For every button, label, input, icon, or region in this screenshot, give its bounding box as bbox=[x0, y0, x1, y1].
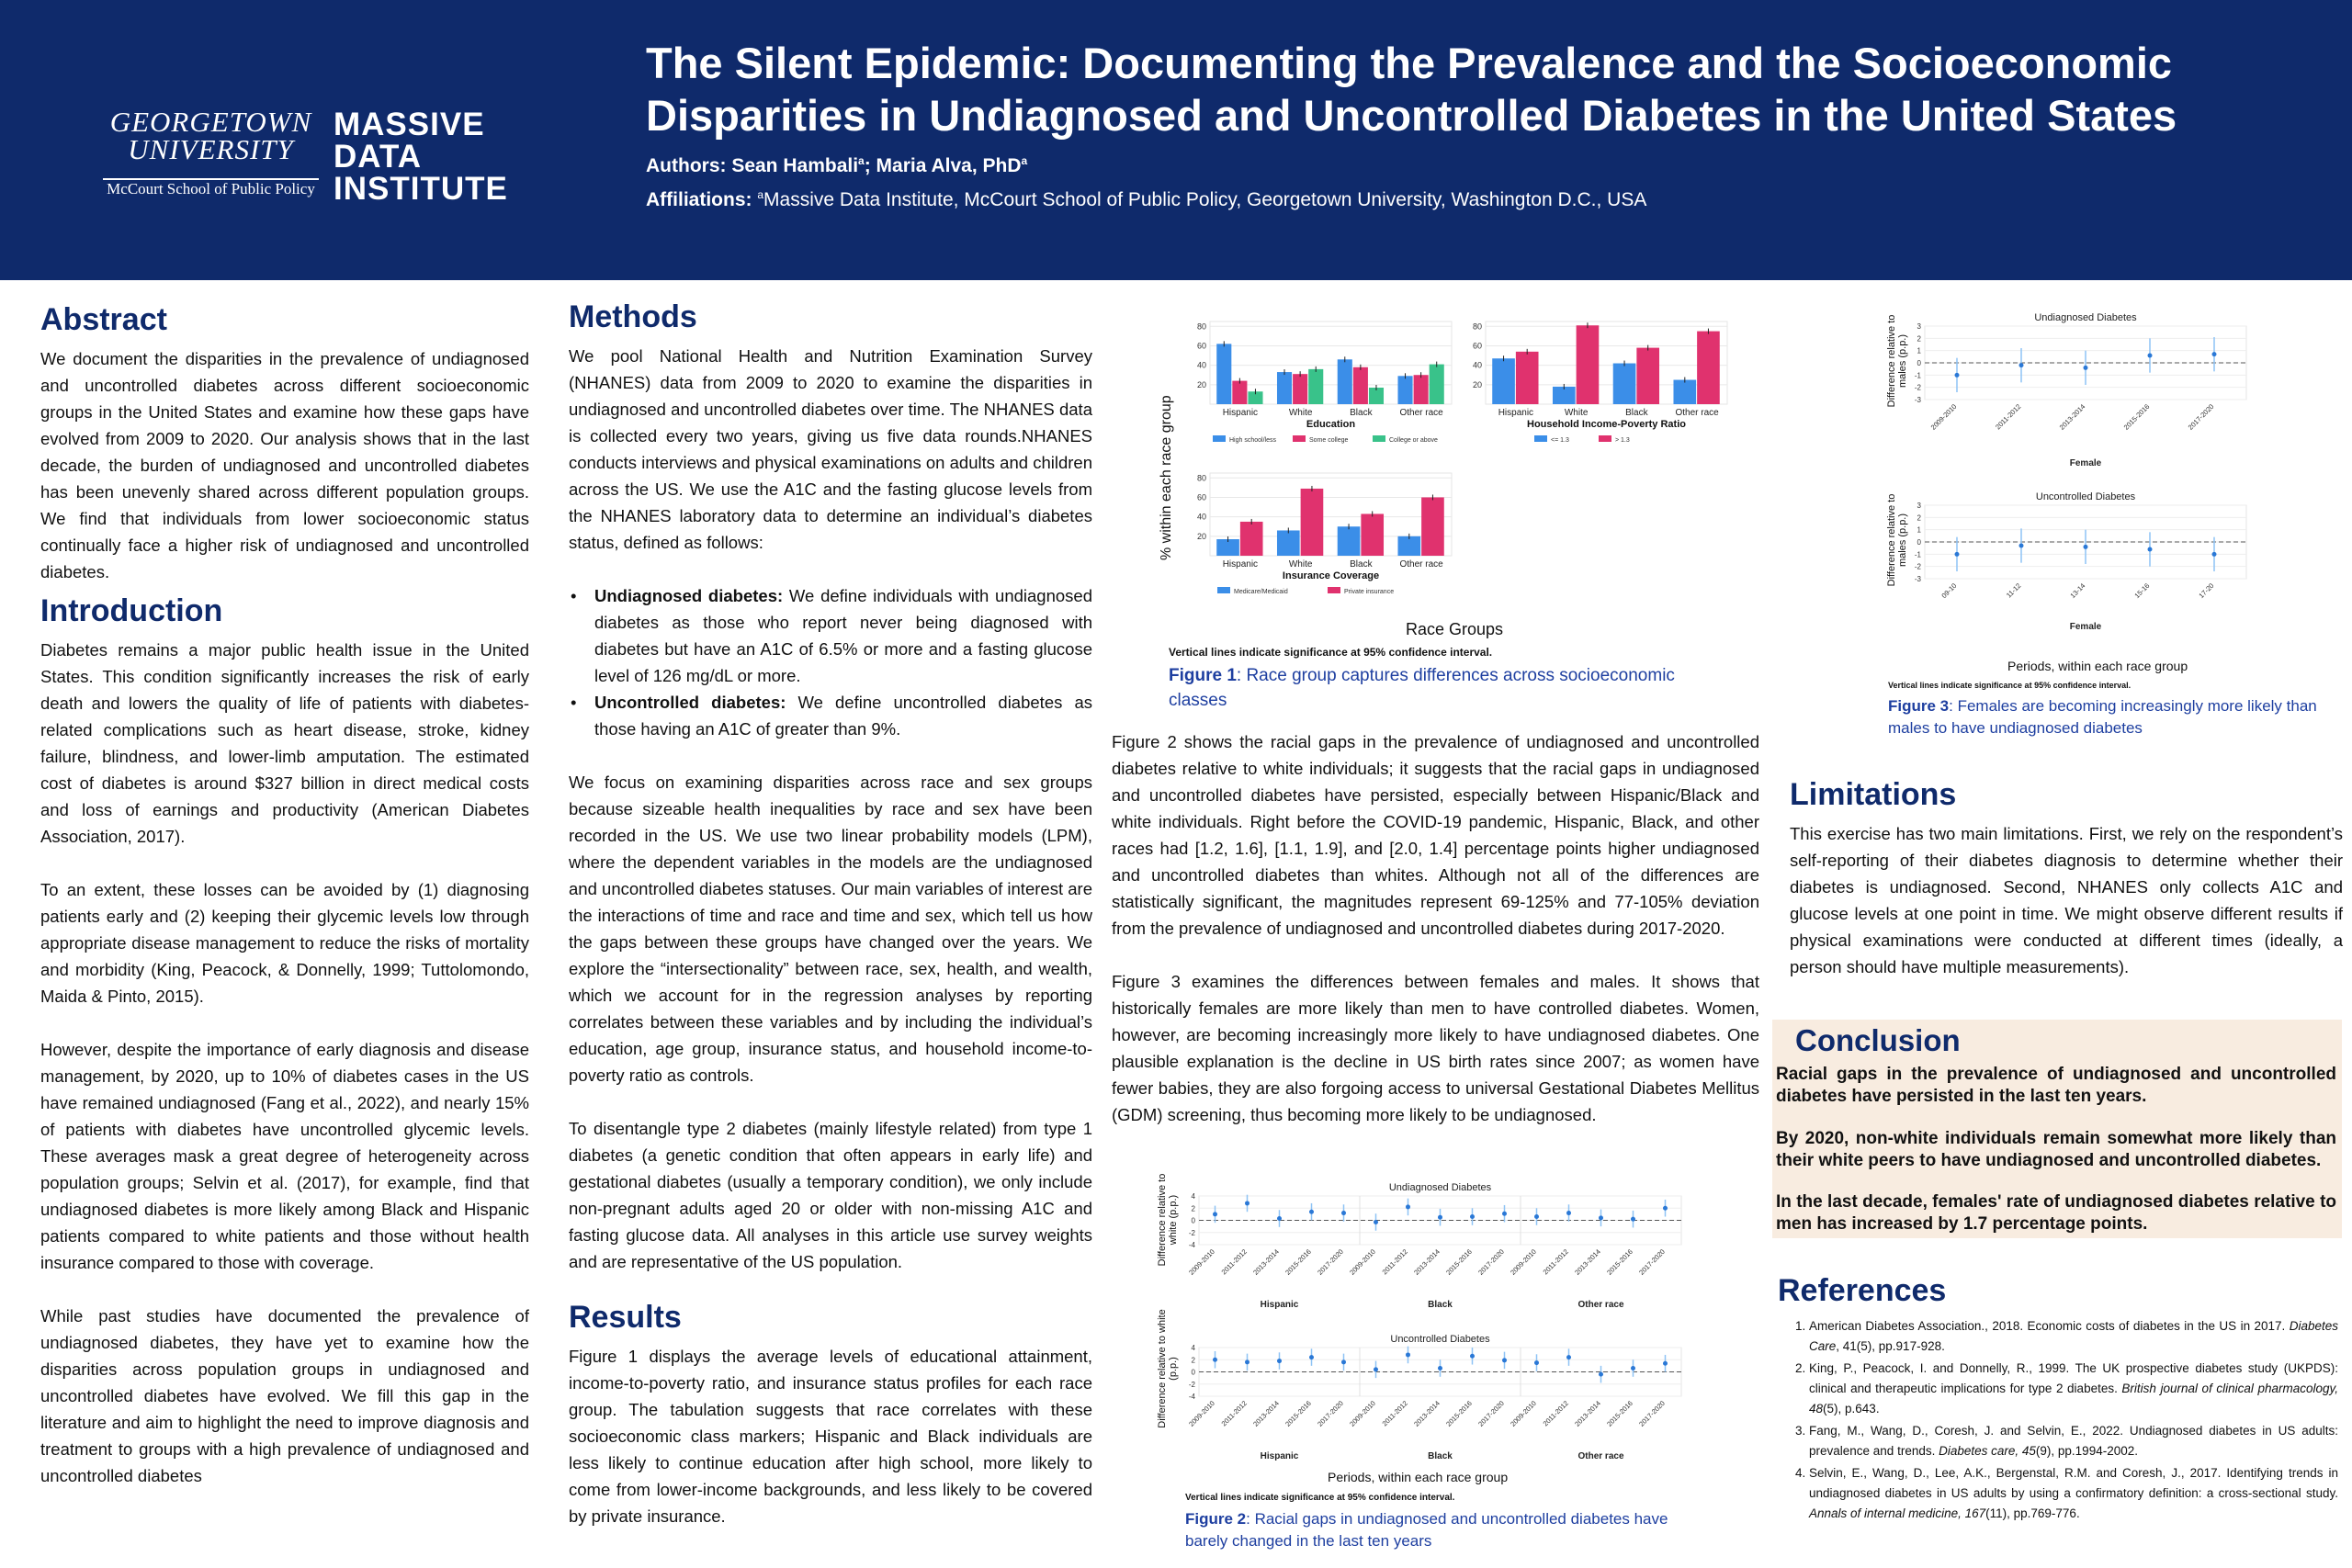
legend-label: College or above bbox=[1389, 437, 1438, 444]
intro-paragraph: Diabetes remains a major public health issue in the United States. This condition significantly increases the risk of early death and lowers the quality of life of patients with diabetes-related complications such as heart disease, stroke, kidney failure, blindness, and lower-limb amputation. The estimated cost of diabetes is around $327 billion in direct medical costs and loss of earnings and productivity (American Diabetes Association, 2017). bbox=[40, 640, 529, 846]
figure-3-xlabel: Periods, within each race group bbox=[2007, 659, 2188, 673]
group-label: Hispanic bbox=[1260, 1300, 1299, 1310]
data-point bbox=[1599, 1215, 1603, 1220]
x-tick-label: 2015-2016 bbox=[1283, 1399, 1313, 1428]
figure-1-note: Vertical lines indicate significance at 95% confidence interval. bbox=[1169, 646, 1493, 659]
figure-3-note: Vertical lines indicate significance at 95% confidence interval. bbox=[1888, 681, 2132, 690]
x-tick-label: 15-16 bbox=[2132, 581, 2152, 600]
definitions-list bbox=[569, 582, 1092, 742]
list-item: • Undiagnosed diabetes: We define individuals with undiagnosed diabetes as those who report never being diagnosed with diabetes but have an A1C of 6.5% or more and a fasting glucose level of 126 mg/dL or more. bbox=[569, 582, 1092, 689]
x-tick-label: 2017-2020 bbox=[1637, 1247, 1667, 1277]
methods-heading: Methods bbox=[569, 299, 697, 334]
y-tick-label: 60 bbox=[1196, 341, 1206, 351]
x-tick-label: Other race bbox=[1399, 408, 1443, 418]
y-tick-label: 1 bbox=[1917, 525, 1921, 535]
x-tick-label: 2013-2014 bbox=[1412, 1399, 1442, 1428]
y-tick-label: -4 bbox=[1188, 1241, 1195, 1249]
y-tick-label: 40 bbox=[1196, 512, 1206, 522]
limitations-heading: Limitations bbox=[1790, 777, 1957, 812]
column-1 bbox=[40, 301, 529, 1489]
methods-paragraph: To disentangle type 2 diabetes (mainly lifestyle related) from type 1 diabetes (a genetic condition that often appears in early life) and gestational diabetes (usually a temporary condition), we only include non-pregnant adults aged 20 or older with non-missing A1C and fasting glucose data. All analyses in this article use survey weights and are representative of the US population. bbox=[569, 1119, 1092, 1271]
y-tick-label: -2 bbox=[1914, 383, 1921, 392]
x-tick-label: White bbox=[1288, 559, 1313, 570]
data-point bbox=[2019, 363, 2024, 367]
poster-title: The Silent Epidemic: Documenting the Prevalence and the Socioeconomic Disparities in Undiagnosed and Uncontrolled Diabetes in the United States bbox=[646, 39, 2177, 140]
x-tick-label: 2009-2010 bbox=[1348, 1247, 1377, 1277]
limitations-text: This exercise has two main limitations. First, we rely on the respondent’s self-reporting of their diabetes diagnosis to determine whether their diabetes is undiagnosed. Second, NHANES only collects A1C and glucose levels at one point in time. We might observe different results if physical examinations were conducted at different times (ideally, a person should have multiple measurements). bbox=[1790, 824, 2343, 976]
chart-title: Insurance Coverage bbox=[1282, 570, 1380, 581]
y-tick-label: 1 bbox=[1917, 346, 1921, 355]
figure-3-ylabel: Difference relative to males (p.p.) bbox=[1886, 314, 1908, 408]
undiagnosed-female-chart bbox=[1906, 303, 2256, 478]
chart-title: Education bbox=[1306, 419, 1356, 430]
data-point bbox=[1374, 1367, 1378, 1371]
y-tick-label: -1 bbox=[1914, 550, 1921, 559]
affiliations: Affiliations: $^a$Massive Data Institute, McCourt School of Public Policy, Georgetown University, Washington D.C., USA bbox=[646, 188, 1647, 210]
x-tick-label: 2015-2016 bbox=[1605, 1247, 1634, 1277]
x-tick-label: 2013-2014 bbox=[1573, 1399, 1602, 1428]
bar bbox=[1301, 489, 1324, 556]
limitations-section bbox=[1790, 776, 2343, 980]
insurance-chart bbox=[1190, 468, 1465, 615]
group-label: Other race bbox=[1577, 1300, 1624, 1310]
data-point bbox=[1534, 1214, 1539, 1219]
logo-divider bbox=[103, 178, 319, 180]
bar bbox=[1516, 352, 1539, 404]
intro-paragraph: While past studies have documented the prevalence of undiagnosed diabetes, they have yet to examine how the disparities across population groups in undiagnosed and uncontrolled diabetes have evolved. We fill this gap in the literature and aim to highlight the need to improve diagnosis and treatment to groups with a high prevalence of undiagnosed and uncontrolled diabetes bbox=[40, 1306, 529, 1485]
y-tick-label: 40 bbox=[1472, 360, 1482, 370]
methods-paragraph: We focus on examining disparities across race and sex groups because sizeable health inequalities by race and sex have been recorded in the US. We use two linear probability models (LPM), where the dependent variables in the models are the undiagnosed and uncontrolled diabetes statuses. Our main variables of interest are the interactions of time and race and time and sex, which tell us how the gaps between these groups have changed over the years. We explore the “intersectionality” between race, sex, health, and wealth, which we account for in the regression analyses by reporting correlates between these variables and by including the individual’s education, age group, insurance status, and household income-to-poverty ratio as controls. bbox=[569, 773, 1092, 1085]
data-point bbox=[1534, 1360, 1539, 1365]
y-tick-label: 0 bbox=[1191, 1368, 1195, 1377]
x-tick-label: 2017-2020 bbox=[1316, 1247, 1345, 1277]
bar bbox=[1353, 367, 1368, 404]
x-tick-label: 2013-2014 bbox=[2057, 402, 2087, 432]
y-tick-label: -1 bbox=[1914, 371, 1921, 380]
chart-title: Household Income-Poverty Ratio bbox=[1527, 419, 1686, 430]
intro-paragraph: To an extent, these losses can be avoided by (1) diagnosing patients early and (2) keeping their glycemic levels low through appropriate disease management to reduce the risks of mortality and morbidity (King, Peacock, & Donnelly, 1999; Tuttolomondo, Maida & Pinto, 2015). bbox=[40, 880, 529, 1006]
y-tick-label: 3 bbox=[1917, 322, 1921, 331]
x-tick-label: 2009-2010 bbox=[1187, 1247, 1216, 1277]
x-tick-label: 2011-2012 bbox=[1380, 1399, 1409, 1428]
x-tick-label: 2017-2020 bbox=[1637, 1399, 1667, 1428]
y-tick-label: 80 bbox=[1196, 473, 1206, 483]
y-tick-label: 80 bbox=[1196, 321, 1206, 332]
conclusion-point: Racial gaps in the prevalence of undiagnosed and uncontrolled diabetes have persisted in the last ten years. bbox=[1776, 1065, 2336, 1106]
y-tick-label: -3 bbox=[1914, 575, 1921, 583]
x-tick-label: 2009-2010 bbox=[1187, 1399, 1216, 1428]
legend-label: Private insurance bbox=[1344, 589, 1395, 595]
legend-swatch bbox=[1217, 587, 1230, 593]
data-point bbox=[1955, 552, 1960, 557]
y-tick-label: -3 bbox=[1914, 396, 1921, 404]
legend-swatch bbox=[1534, 435, 1547, 442]
data-point bbox=[1663, 1361, 1668, 1366]
bar bbox=[1414, 375, 1429, 404]
figure-1-ylabel: % within each race group bbox=[1159, 395, 1174, 560]
bar bbox=[1673, 380, 1696, 404]
data-point bbox=[2084, 366, 2088, 370]
y-tick-label: 0 bbox=[1917, 538, 1921, 547]
chart-title: Uncontrolled Diabetes bbox=[1390, 1334, 1490, 1345]
figure-2-xlabel: Periods, within each race group bbox=[1328, 1470, 1509, 1484]
bar bbox=[1613, 364, 1636, 404]
data-point bbox=[1955, 373, 1960, 378]
methods-paragraph: We pool National Health and Nutrition Examination Survey (NHANES) data from 2009 to 2020 to examine the disparities in undiagnosed and uncontrolled diabetes over time. The NHANES data is collected every two years, giving us five data rounds.NHANES conducts interviews and physical examinations on adults and children across the US. We use the A1C and the fasting glucose levels from the NHANES laboratory data to determine an individual’s diabetes status, defined as follows: bbox=[569, 346, 1092, 552]
results-paragraph: Figure 1 displays the average levels of educational attainment, income-to-poverty ratio, and insurance status profiles for each race group. The tabulation suggests that race correlates with these socioeconomic class markers; Hispanic and Black individuals are less likely to continue education after high school, more likely to come from lower-income backgrounds, and less likely to be covered by private insurance. bbox=[569, 1347, 1092, 1526]
bar bbox=[1397, 536, 1420, 556]
group-label: Female bbox=[2069, 458, 2102, 468]
undiagnosed-race-chart bbox=[1181, 1176, 1686, 1314]
bar bbox=[1421, 497, 1444, 556]
data-point bbox=[1406, 1352, 1410, 1357]
legend-label: Medicare/Medicaid bbox=[1234, 589, 1288, 595]
y-tick-label: -2 bbox=[1188, 1228, 1195, 1237]
x-tick-label: 2015-2016 bbox=[1283, 1247, 1313, 1277]
data-point bbox=[1374, 1220, 1378, 1224]
x-tick-label: 13-14 bbox=[2068, 581, 2087, 600]
intro-paragraph: However, despite the importance of early diagnosis and disease management, by 2020, up to 10% of diabetes cases in the US have remained undiagnosed (Fang et al., 2022), and nearly 15% of patients with diabetes have uncontrolled glycemic levels. These averages mask a great degree of heterogeneity across population groups; Selvin et al. (2017), for example, find that undiagnosed diabetes is more likely among Black and Hispanic patients compared to white patients and those without health insurance compared to those with coverage. bbox=[40, 1040, 529, 1272]
x-tick-label: 2015-2016 bbox=[1605, 1399, 1634, 1428]
x-tick-label: 2009-2010 bbox=[1509, 1399, 1538, 1428]
mdi-logo: MASSIVE DATA INSTITUTE bbox=[334, 107, 508, 207]
uncontrolled-female-chart bbox=[1906, 482, 2256, 648]
data-point bbox=[1277, 1216, 1282, 1221]
y-tick-label: 20 bbox=[1196, 531, 1206, 541]
y-tick-label: -2 bbox=[1188, 1380, 1195, 1389]
x-tick-label: White bbox=[1564, 408, 1589, 418]
data-point bbox=[2212, 352, 2217, 356]
y-tick-label: 2 bbox=[1917, 513, 1921, 523]
x-tick-label: 2017-2020 bbox=[2186, 402, 2216, 432]
bar bbox=[1293, 374, 1307, 404]
x-tick-label: Hispanic bbox=[1222, 559, 1259, 570]
y-tick-label: 0 bbox=[1191, 1216, 1195, 1225]
x-tick-label: 2015-2016 bbox=[2121, 402, 2152, 432]
reference-item: 1. American Diabetes Association., 2018. Economic costs of diabetes in the US in 2017. Diabetes Care, 41(5), pp.917-928. bbox=[1809, 1316, 2338, 1357]
x-tick-label: 2009-2010 bbox=[1928, 402, 1959, 432]
data-point bbox=[1309, 1210, 1314, 1214]
x-tick-label: Black bbox=[1350, 559, 1373, 570]
x-tick-label: 2011-2012 bbox=[1541, 1399, 1570, 1428]
bar bbox=[1277, 530, 1300, 556]
group-label: Female bbox=[2069, 622, 2102, 632]
poster-header bbox=[0, 0, 2352, 280]
x-tick-label: 09-10 bbox=[1939, 581, 1959, 600]
y-tick-label: 60 bbox=[1472, 341, 1482, 351]
data-point bbox=[1406, 1204, 1410, 1209]
bar bbox=[1308, 369, 1323, 404]
data-point bbox=[2212, 552, 2217, 557]
group-label: Black bbox=[1428, 1300, 1453, 1310]
legend-label: > 1.3 bbox=[1615, 437, 1630, 444]
data-point bbox=[1599, 1372, 1603, 1377]
references-heading: References bbox=[1778, 1273, 1947, 1308]
y-tick-label: 2 bbox=[1191, 1356, 1195, 1365]
legend-swatch bbox=[1213, 435, 1226, 442]
x-tick-label: 2011-2012 bbox=[1219, 1399, 1249, 1428]
data-point bbox=[1245, 1201, 1250, 1205]
column-3-text bbox=[1112, 728, 1759, 1128]
data-point bbox=[2084, 545, 2088, 549]
x-tick-label: 2013-2014 bbox=[1251, 1399, 1281, 1428]
bar bbox=[1232, 381, 1247, 404]
group-label: Hispanic bbox=[1260, 1451, 1299, 1461]
data-point bbox=[1502, 1212, 1507, 1216]
abstract-heading: Abstract bbox=[40, 302, 167, 337]
x-tick-label: 2011-2012 bbox=[1380, 1247, 1409, 1277]
bar bbox=[1277, 372, 1292, 404]
list-item: • Uncontrolled diabetes: We define uncontrolled diabetes as those having an A1C of greater than 9%. bbox=[569, 689, 1092, 742]
bar bbox=[1240, 522, 1263, 556]
data-point bbox=[1663, 1206, 1668, 1211]
figure-2-ylabel: Difference relative to white (p.p.) bbox=[1157, 1173, 1179, 1267]
figure-2 bbox=[1153, 1171, 1686, 1557]
y-tick-label: 60 bbox=[1196, 492, 1206, 502]
x-tick-label: 2011-2012 bbox=[1541, 1247, 1570, 1277]
conclusion-point: By 2020, non-white individuals remain somewhat more likely than their white peers to have undiagnosed and uncontrolled diabetes. bbox=[1776, 1129, 2336, 1170]
x-tick-label: 2017-2020 bbox=[1476, 1247, 1506, 1277]
x-tick-label: Hispanic bbox=[1498, 408, 1534, 418]
figure-2-ylabel: Difference relative to white (p.p.) bbox=[1157, 1309, 1179, 1428]
legend-label: Some college bbox=[1309, 437, 1349, 444]
reference-item: 3. Fang, M., Wang, D., Coresh, J. and Selvin, E., 2022. Undiagnosed diabetes in US adults: prevalence and trends. Diabetes care, 45(9), pp.1994-2002. bbox=[1809, 1421, 2338, 1461]
y-tick-label: 80 bbox=[1472, 321, 1482, 332]
conclusion-point: In the last decade, females' rate of undiagnosed diabetes relative to men has increased by 1.7 percentage points. bbox=[1776, 1192, 2336, 1234]
y-tick-label: 4 bbox=[1191, 1344, 1195, 1352]
data-point bbox=[1213, 1212, 1217, 1216]
uncontrolled-race-chart bbox=[1181, 1327, 1686, 1465]
bar bbox=[1397, 376, 1412, 404]
legend-swatch bbox=[1328, 587, 1340, 593]
results-paragraph: Figure 3 examines the differences between females and males. It shows that historically females are more likely than men to have controlled diabetes. Women, however, are becoming increasingly more likely to have undiagnosed diabetes. One plausible explanation is the decline in US birth rates since 2007; as women have fewer babies, they are also forgoing access to universal Gestational Diabetes Mellitus (GDM) screening, thus becoming more likely to be undiagnosed. bbox=[1112, 972, 1759, 1124]
conclusion-heading: Conclusion bbox=[1795, 1023, 1961, 1057]
group-label: Other race bbox=[1577, 1451, 1624, 1461]
education-chart bbox=[1190, 312, 1465, 468]
legend-label: <= 1.3 bbox=[1551, 437, 1569, 444]
figure-2-note: Vertical lines indicate significance at 95% confidence interval. bbox=[1185, 1493, 1455, 1503]
y-tick-label: 0 bbox=[1917, 359, 1921, 367]
chart-title: Undiagnosed Diabetes bbox=[2034, 312, 2137, 323]
x-tick-label: 2011-2012 bbox=[1994, 402, 2023, 432]
group-label: Black bbox=[1428, 1451, 1453, 1461]
data-point bbox=[1341, 1211, 1346, 1215]
data-point bbox=[1341, 1359, 1346, 1364]
x-tick-label: 2015-2016 bbox=[1444, 1247, 1474, 1277]
bar bbox=[1338, 526, 1361, 556]
conclusion-box bbox=[1772, 1020, 2342, 1238]
x-tick-label: 17-20 bbox=[2197, 581, 2216, 600]
bar bbox=[1577, 325, 1600, 404]
y-tick-label: 2 bbox=[1191, 1204, 1195, 1213]
abstract-text: We document the disparities in the prevalence of undiagnosed and uncontrolled diabetes across different socioeconomic groups in the United States and examine how these gaps have evolved from 2009 to 2020. Our analysis shows that in the last decade, the burden of undiagnosed and uncontrolled diabetes has been unevenly shared across different population groups. We find that individuals from lower socioeconomic status continually face a higher risk of undiagnosed and uncontrolled diabetes. bbox=[40, 349, 529, 581]
data-point bbox=[1631, 1366, 1635, 1371]
data-point bbox=[1438, 1366, 1442, 1371]
data-point bbox=[1502, 1358, 1507, 1362]
figure-3 bbox=[1879, 303, 2352, 749]
data-point bbox=[1438, 1215, 1442, 1220]
results-paragraph: Figure 2 shows the racial gaps in the prevalence of undiagnosed and uncontrolled diabetes relative to white individuals; it suggests that the racial gaps in undiagnosed and uncontrolled diabetes have persisted, especially between Hispanic/Black and white individuals. Right before the COVID-19 pandemic, Hispanic, Black, and other races had [1.2, 1.6], [1.1, 1.9], and [2.0, 1.4] percentage points higher undiagnosed and uncontrolled diabetes than whites. Although not all of the differences are statistically significant, the magnitudes represent 69-125% and 77-105% deviation from the prevalence of undiagnosed and uncontrolled diabetes during 2017-2020. bbox=[1112, 732, 1759, 938]
data-point bbox=[2019, 544, 2024, 548]
x-tick-label: Black bbox=[1625, 408, 1648, 418]
y-tick-label: 20 bbox=[1196, 379, 1206, 389]
figure-3-ylabel: Difference relative to males (p.p.) bbox=[1886, 493, 1908, 587]
data-point bbox=[2148, 547, 2153, 552]
figure-1-xlabel: Race Groups bbox=[1406, 620, 1504, 638]
x-tick-label: White bbox=[1288, 408, 1313, 418]
x-tick-label: 2017-2020 bbox=[1316, 1399, 1345, 1428]
income-poverty-chart bbox=[1465, 312, 1741, 468]
data-point bbox=[1566, 1211, 1571, 1215]
data-point bbox=[1277, 1359, 1282, 1363]
column-2 bbox=[569, 299, 1092, 1529]
x-tick-label: Hispanic bbox=[1222, 408, 1259, 418]
x-tick-label: Black bbox=[1350, 408, 1373, 418]
x-tick-label: 2011-2012 bbox=[1219, 1247, 1249, 1277]
figure-2-caption: Figure 2: Racial gaps in undiagnosed and uncontrolled diabetes have barely changed in the last ten years bbox=[1185, 1510, 1668, 1550]
x-tick-label: 2013-2014 bbox=[1573, 1247, 1602, 1277]
x-tick-label: 2009-2010 bbox=[1348, 1399, 1377, 1428]
y-tick-label: 3 bbox=[1917, 502, 1921, 510]
legend-label: High school/less bbox=[1229, 437, 1276, 444]
introduction-heading: Introduction bbox=[40, 593, 223, 628]
y-tick-label: 20 bbox=[1472, 379, 1482, 389]
x-tick-label: Other race bbox=[1675, 408, 1719, 418]
data-point bbox=[2148, 354, 2153, 358]
legend-swatch bbox=[1373, 435, 1385, 442]
data-point bbox=[1470, 1214, 1475, 1219]
x-tick-label: 2015-2016 bbox=[1444, 1399, 1474, 1428]
y-tick-label: -4 bbox=[1188, 1393, 1195, 1401]
x-tick-label: 2017-2020 bbox=[1476, 1399, 1506, 1428]
bar bbox=[1216, 344, 1231, 404]
data-point bbox=[1566, 1355, 1571, 1359]
chart-title: Uncontrolled Diabetes bbox=[2035, 491, 2136, 502]
bar bbox=[1361, 513, 1384, 556]
bar bbox=[1430, 365, 1444, 404]
x-tick-label: 11-12 bbox=[2004, 581, 2023, 600]
x-tick-label: 2009-2010 bbox=[1509, 1247, 1538, 1277]
data-point bbox=[1470, 1354, 1475, 1359]
figure-1 bbox=[1159, 312, 1732, 730]
references-list bbox=[1778, 1316, 2338, 1524]
y-tick-label: 40 bbox=[1196, 360, 1206, 370]
georgetown-logo: GEORGETOWN UNIVERSITY McCourt School of Public Policy bbox=[103, 108, 319, 198]
figure-3-caption: Figure 3: Females are becoming increasingly more likely than males to have undiagnosed diabetes bbox=[1888, 697, 2317, 737]
results-heading: Results bbox=[569, 1300, 682, 1335]
data-point bbox=[1631, 1217, 1635, 1222]
chart-title: Undiagnosed Diabetes bbox=[1388, 1182, 1492, 1193]
y-tick-label: -2 bbox=[1914, 562, 1921, 571]
bar bbox=[1338, 359, 1352, 404]
x-tick-label: 2013-2014 bbox=[1412, 1247, 1442, 1277]
data-point bbox=[1213, 1358, 1217, 1362]
data-point bbox=[1245, 1359, 1250, 1364]
x-tick-label: 2013-2014 bbox=[1251, 1247, 1281, 1277]
bar bbox=[1492, 358, 1515, 404]
y-tick-label: 2 bbox=[1917, 334, 1921, 344]
y-tick-label: 4 bbox=[1191, 1192, 1195, 1201]
references-section bbox=[1778, 1272, 2338, 1526]
legend-swatch bbox=[1293, 435, 1306, 442]
reference-item: 2. King, P., Peacock, I. and Donnelly, R., 1999. The UK prospective diabetes study (UKPDS): clinical and therapeutic implications for type 2 diabetes. British journal of clinical pharmacology, 48(5), p.643. bbox=[1809, 1359, 2338, 1419]
bar bbox=[1636, 348, 1659, 404]
data-point bbox=[1309, 1355, 1314, 1359]
legend-swatch bbox=[1599, 435, 1611, 442]
authors: Authors: Sean Hambali$^a$; Maria Alva, PhD$^a$ bbox=[646, 154, 1028, 176]
bar bbox=[1697, 332, 1720, 404]
figure-1-caption: Figure 1: Race group captures differences across socioeconomic classes bbox=[1169, 666, 1675, 710]
reference-item: 4. Selvin, E., Wang, D., Lee, A.K., Bergenstal, R.M. and Coresh, J., 2017. Identifying trends in undiagnosed diabetes in US adults by using a confirmatory definition: a cross-sectional study. Annals of internal medicine, 167(11), pp.769-776. bbox=[1809, 1463, 2338, 1524]
x-tick-label: Other race bbox=[1399, 559, 1443, 570]
